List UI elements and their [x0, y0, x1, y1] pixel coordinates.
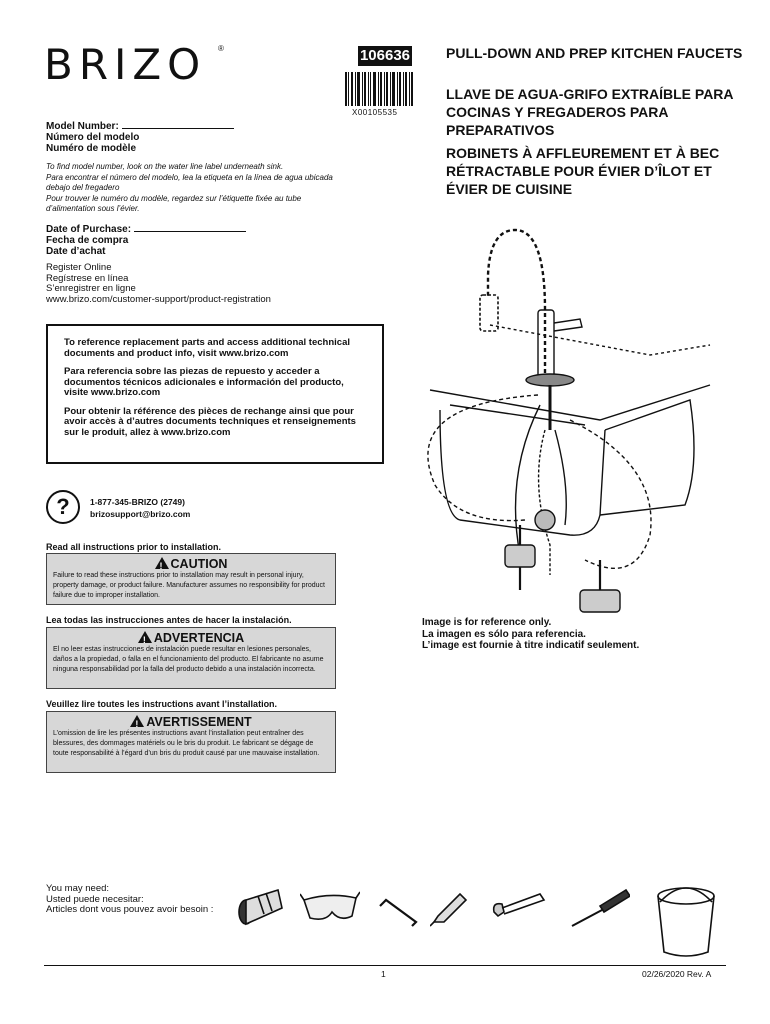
model-number-labels [46, 120, 234, 154]
image-note-en: Image is for reference only. [422, 617, 552, 628]
model-label-fr: Numéro de modèle [46, 143, 137, 154]
model-note-fr: Pour trouver le numéro du modèle, regardez sur l’étiquette fixée au tube d’alimentation sous l’évier. [46, 193, 302, 213]
product-code: 106636 [359, 47, 411, 64]
advertencia-box [46, 627, 336, 689]
caution-box [46, 553, 336, 605]
adjustable-wrench-icon [490, 890, 546, 930]
image-note-es: La imagen es sólo para referencia. [422, 628, 586, 640]
advertencia-title: ADVERTENCIA [153, 631, 245, 645]
warning-heading-fr: Veuillez lire toutes les instructions avant l’installation. [46, 699, 278, 709]
brizo-logo: BRIZO [44, 40, 207, 89]
register-fr: S’enregistrer en ligne [46, 283, 136, 294]
register-en: Register Online [46, 262, 112, 273]
model-note-es: Para encontrar el número del modelo, lea la etiqueta en la línea de agua ubicada debajo del fregadero [46, 172, 333, 192]
help-icon: ? [46, 490, 80, 524]
hex-key-icon [376, 890, 420, 930]
help-contact [90, 496, 190, 520]
title-english: PULL-DOWN AND PREP KITCHEN FAUCETS [446, 45, 743, 61]
avertissement-body: L’omission de lire les présentes instructions avant l’installation peut entraîner des blessures, des dommages matériels ou le bris du produit. Le fabricant se dégage de toute responsabilité à l’égard d’un bris du produit causé par une mauvaise installation. [53, 730, 320, 757]
register-link[interactable]: www.brizo.com/customer-support/product-registration [46, 293, 271, 305]
tools-label-fr: Articles dont vous pouvez avoir besoin : [46, 904, 214, 915]
title-spanish: LLAVE DE AGUA-GRIFO EXTRAÍBLE PARA COCINAS Y FREGADEROS PARA PREPARATIVOS [446, 86, 733, 138]
reference-es: Para referencia sobre las piezas de repuesto y acceder a documentos técnicos adicionales e información del producto, visite www.brizo.com [64, 366, 344, 398]
tools-label [46, 884, 213, 916]
tools-label-en: You may need: [46, 883, 110, 894]
image-note-fr: L’image est fournie à titre indicatif seulement. [422, 640, 640, 651]
model-notes [46, 162, 336, 215]
help-phone[interactable]: 1-877-345-BRIZO (2749) [90, 497, 185, 507]
flashlight-icon [236, 884, 286, 932]
warning-triangle-icon: ! [155, 557, 169, 569]
safety-glasses-icon [300, 888, 360, 928]
avertissement-title: AVERTISSEMENT [146, 715, 252, 729]
revision-date: 02/26/2020 Rev. A [642, 969, 712, 979]
reference-fr: Pour obtenir la référence des pièces de rechange ainsi que pour avoir accès à d’autres documents techniques et renseignements sur le produit, allez à www.brizo.com [64, 405, 356, 438]
advertencia-body: El no leer estas instrucciones de instalación puede resultar en lesiones personales, daños a la propiedad, o falla en el funcionamiento del producto. El fabricante no asume ninguna responsabilidad por la falla del producto debido a una instalación incorrecta. [53, 646, 324, 673]
registered-mark: ® [218, 44, 224, 53]
help-email[interactable]: brizosupport@brizo.com [90, 509, 191, 519]
sealant-tube-icon [430, 888, 470, 928]
caution-title: CAUTION [170, 557, 228, 571]
model-fill-line[interactable] [122, 120, 234, 129]
warning-triangle-icon: ! [130, 715, 144, 727]
image-note [422, 617, 639, 652]
purchase-label-fr: Date d’achat [46, 246, 106, 257]
warning-triangle-icon: ! [138, 631, 152, 643]
purchase-label-es: Fecha de compra [46, 235, 129, 246]
model-label-es: Número del modelo [46, 132, 140, 143]
purchase-fill-line[interactable] [134, 223, 246, 232]
title-french: ROBINETS À AFFLEUREMENT ET À BEC RÉTRACTABLE POUR ÉVIER D’ÎLOT ET ÉVIER DE CUISINE [446, 145, 720, 197]
register-block [46, 263, 271, 305]
avertissement-box [46, 711, 336, 773]
screwdriver-icon [570, 888, 630, 928]
register-es: Regístrese en línea [46, 272, 129, 284]
caution-body: Failure to read these instructions prior to installation may result in personal injury, property damage, or product failure. Manufacturer assumes no responsibility for product failure due to improper installation. [53, 572, 325, 599]
purchase-labels [46, 223, 246, 257]
page-number: 1 [381, 969, 386, 979]
barcode-icon [345, 72, 413, 106]
warning-heading-en: Read all instructions prior to installation. [46, 542, 222, 552]
faucet-illustration [420, 215, 720, 615]
warning-heading-es: Lea todas las instrucciones antes de hacer la instalación. [46, 615, 292, 625]
purchase-label-en: Date of Purchase: [46, 224, 132, 235]
tools-label-es: Usted puede necesitar: [46, 893, 144, 905]
reference-box [46, 324, 384, 464]
barcode-number: X00105535 [352, 108, 398, 117]
model-label-en: Model Number: [46, 121, 119, 132]
footer-divider [44, 965, 726, 966]
model-note-en: To find model number, look on the water line label underneath sink. [46, 162, 284, 171]
bucket-icon [654, 880, 718, 960]
reference-en: To reference replacement parts and access additional technical documents and product info, visit www.brizo.com [64, 337, 350, 359]
